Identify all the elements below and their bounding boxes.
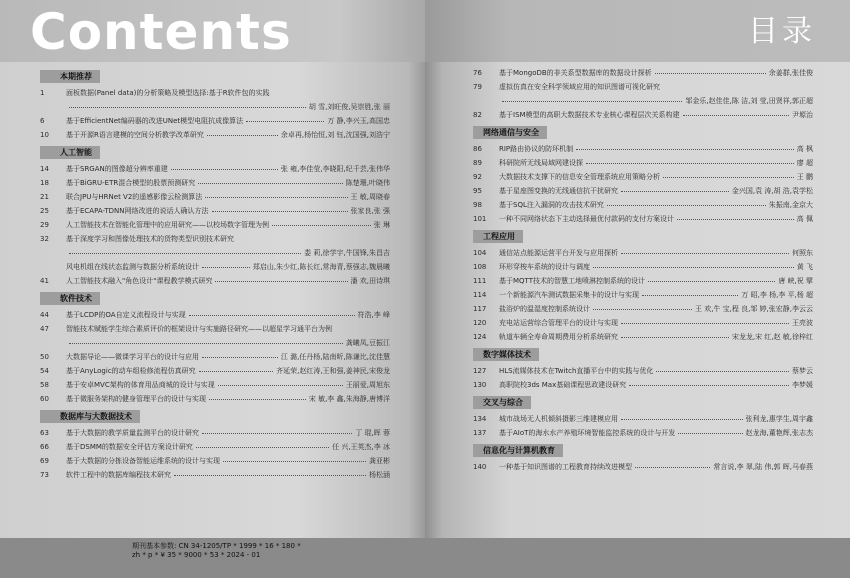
toc-entry[interactable] (473, 80, 813, 94)
page-number: 124 (473, 332, 487, 341)
toc-entry[interactable] (473, 156, 813, 170)
article-title: 大数据技术支撑下的信息安全管理系统应用策略分析 (499, 172, 660, 181)
article-authors: 符浩,李 峰 (357, 310, 390, 319)
page-number: 127 (473, 366, 487, 375)
article-authors: 常言说,李 翠,陆 伟,郭 晖,马春燕 (713, 462, 813, 471)
toc-entry-continuation[interactable] (473, 94, 813, 108)
page-number: 140 (473, 462, 487, 471)
article-authors: 江 潞,任丹杨,陆南昕,陈谦比,沈佳慧 (280, 352, 390, 361)
article-authors: 王 鹏 (796, 172, 813, 181)
page-number: 44 (40, 310, 49, 319)
toc-entry[interactable] (473, 330, 813, 344)
section-label: 本期推荐 (40, 70, 100, 83)
article-authors: 万 静,李兴玉,高国忠 (327, 116, 390, 125)
dot-leader (593, 267, 794, 268)
article-authors: 张 琳 (373, 220, 390, 229)
page-number: 63 (40, 428, 49, 437)
article-title: 盐浴炉的温湿度控制系统设计 (499, 304, 590, 313)
page-number: 14 (40, 164, 49, 173)
toc-entry[interactable] (40, 350, 390, 364)
article-authors: 尹塬治 (792, 110, 813, 119)
page-number: 120 (473, 318, 487, 327)
toc-entry-continuation[interactable] (40, 336, 390, 350)
dot-leader (207, 135, 278, 136)
page-number: 111 (473, 276, 487, 285)
dot-leader (621, 253, 789, 254)
dot-leader (205, 197, 347, 198)
toc-entry[interactable] (473, 460, 813, 474)
article-title: 基于深度学习和图像处理技术的货物类型识别技术研究 (66, 234, 234, 243)
section-label: 人工智能 (40, 146, 100, 159)
article-title: 基于EfficientNet编码器的改进UNet模型电阻抗成像算法 (66, 116, 244, 125)
page-number: 66 (40, 442, 49, 451)
page-number: 58 (40, 380, 49, 389)
article-authors: 任 兴,王英杰,李 冰 (332, 442, 390, 451)
page-number: 54 (40, 366, 49, 375)
toc-entry[interactable] (473, 198, 813, 212)
page-number: 86 (473, 144, 482, 153)
footer-band (0, 538, 850, 578)
toc-entry[interactable] (40, 364, 390, 378)
toc-entry[interactable] (473, 142, 813, 156)
article-authors: 唐 峡,祝 擘 (778, 276, 813, 285)
toc-entry[interactable] (473, 184, 813, 198)
dot-leader (502, 101, 682, 102)
toc-entry[interactable] (40, 128, 390, 142)
page-number: 18 (40, 178, 49, 187)
toc-entry[interactable] (473, 170, 813, 184)
toc-entry[interactable] (473, 212, 813, 226)
article-authors: 余姜群,张佳俊 (768, 68, 813, 77)
page-number: 50 (40, 352, 49, 361)
toc-entry[interactable] (473, 108, 813, 122)
article-title: 一种基于知识图谱的工程教育持续改进模型 (499, 462, 632, 471)
article-authors: 李梦媛 (792, 380, 813, 389)
toc-entry[interactable] (473, 316, 813, 330)
toc-entry[interactable] (40, 322, 390, 336)
article-authors: 何照东 (792, 248, 813, 257)
toc-entry[interactable] (473, 246, 813, 260)
article-authors: 娄 莉,徐学宇,牛国锋,朱昌吉 (304, 248, 390, 257)
dot-leader (621, 419, 743, 420)
section-label: 交叉与综合 (473, 396, 531, 409)
journal-parameters-line2: zh * p * ¥ 35 * 9000 * 53 * 2024 - 01 (132, 551, 261, 559)
right-toc (473, 66, 813, 474)
dot-leader (212, 211, 348, 212)
article-authors: 杨松涵 (369, 470, 390, 479)
dot-leader (69, 343, 343, 344)
article-authors: 赵龙海,董艳辉,张志杰 (745, 428, 813, 437)
article-title: 基于大数据的分拣设备智能运维系统的设计与实现 (66, 456, 220, 465)
page-number: 10 (40, 130, 49, 139)
article-title: 通信站点能源运营平台开发与应用探析 (499, 248, 618, 257)
right-page (425, 0, 850, 578)
toc-entry[interactable] (40, 204, 390, 218)
article-title: 基于MongoDB的非关系型数据库的数据设计探析 (499, 68, 652, 77)
toc-entry[interactable] (473, 288, 813, 302)
article-title: 人工智能技术在智能化管理中的应用研究——以校场数字管理为例 (66, 220, 269, 229)
journal-parameters-line1: 期刊基本参数: CN 34-1205/TP * 1999 * 16 * 180 * (132, 542, 301, 550)
article-authors: 龚曦凤,豆振江 (345, 338, 390, 347)
section-label: 工程应用 (473, 230, 523, 243)
toc-entry[interactable] (40, 218, 390, 232)
dot-leader (648, 281, 775, 282)
dot-leader (642, 295, 738, 296)
dot-leader (272, 225, 371, 226)
toc-entry[interactable] (473, 66, 813, 80)
dot-leader (593, 309, 692, 310)
dot-leader (656, 371, 789, 372)
article-authors: 王亮波 (792, 318, 813, 327)
article-title: 人工智能技术融入"角色设计"课程教学模式研究 (66, 276, 213, 285)
dot-leader (174, 475, 366, 476)
article-title: RIP路由协议的防环机制 (499, 144, 574, 153)
article-title: 基于LCDP的OA自定义流程设计与实现 (66, 310, 186, 319)
article-title: 基于ECAPA-TDNN网络改进的说话人确认方法 (66, 206, 209, 215)
toc-entry[interactable] (40, 176, 390, 190)
article-authors: 龚亚彬 (369, 456, 390, 465)
article-title: HLS流媒体技术在Twitch直播平台中的实践与优化 (499, 366, 654, 375)
article-title: 轨道车辆全寿命周期费用分析系统研究 (499, 332, 618, 341)
section-heading (40, 409, 390, 423)
article-title: 基于SRGAN的图像超分辨率重建 (66, 164, 168, 173)
article-title: 风电机组在线状态监测与数据分析系统设计 (66, 262, 199, 271)
toc-entry[interactable] (473, 260, 813, 274)
article-title: 基于SQL注入漏洞的攻击技术研究 (499, 200, 604, 209)
toc-entry[interactable] (473, 412, 813, 426)
dot-leader (189, 315, 355, 316)
page-number: 79 (473, 82, 482, 91)
toc-entry-continuation[interactable] (40, 100, 390, 114)
article-authors: 黄 飞 (796, 262, 813, 271)
article-authors: 蔡梦云 (792, 366, 813, 375)
article-title: 城市战场无人机倾斜摄影三维建模应用 (499, 414, 618, 423)
article-authors: 丁 琨,晖 蓉 (355, 428, 390, 437)
article-title: 基于安卓MVC架构的体育用品商城的设计与实现 (66, 380, 215, 389)
article-authors: 张家良,张 强 (350, 206, 390, 215)
section-heading (40, 291, 390, 305)
article-authors: 金兴国,袁 涛,胡 浩,袁学松 (731, 186, 813, 195)
toc-entry[interactable] (40, 308, 390, 322)
dot-leader (218, 385, 343, 386)
section-label: 信息化与计算机教育 (473, 444, 563, 457)
article-title: 面板数据(Panel data)的分析策略及模型选择:基于R软件包的实践 (66, 88, 270, 97)
article-authors: 朱振南,金京大 (768, 200, 813, 209)
article-authors: 余卓再,杨怡恒,刘 钰,沈国强,刘浩宁 (280, 130, 390, 139)
article-authors: 万 昭,李 杨,李 平,杨 超 (741, 290, 813, 299)
toc-entry[interactable] (40, 232, 390, 246)
page-number: 47 (40, 324, 49, 333)
dot-leader (586, 163, 794, 164)
dot-leader (635, 467, 710, 468)
section-heading (40, 69, 390, 83)
section-label: 数据库与大数据技术 (40, 410, 140, 423)
page-number: 73 (40, 470, 49, 479)
article-title: 基于DSMM的数据安全评估方案设计研究 (66, 442, 193, 451)
page-number: 92 (473, 172, 482, 181)
toc-entry[interactable] (40, 86, 390, 100)
dot-leader (209, 399, 306, 400)
page-number: 104 (473, 248, 487, 257)
dot-leader (69, 253, 301, 254)
dot-leader (663, 177, 794, 178)
page-number: 41 (40, 276, 49, 285)
page-number: 95 (473, 186, 482, 195)
article-title: 基于微服务架构的健身管理平台的设计与实现 (66, 394, 206, 403)
article-title: 基于MQTT技术的智慧工地喷淋控制系统的设计 (499, 276, 645, 285)
page-number: 60 (40, 394, 49, 403)
page-number: 98 (473, 200, 482, 209)
page-number: 32 (40, 234, 49, 243)
page-number: 89 (473, 158, 482, 167)
dot-leader (223, 461, 366, 462)
page-number: 21 (40, 192, 49, 201)
journal-parameters (132, 542, 301, 560)
dot-leader (677, 219, 794, 220)
article-title: 软件工程中的数据库编程技术研究 (66, 470, 171, 479)
article-authors: 张利龙,惠学生,周宇鑫 (745, 414, 813, 423)
article-title: 科研院所无线局域网建设探 (499, 158, 583, 167)
article-authors: 邹金乐,赵佳佳,陈 洁,刘 莹,田贤祥,郭正超 (685, 96, 813, 105)
page-number: 134 (473, 414, 487, 423)
toc-entry[interactable] (473, 426, 813, 440)
toc-entry[interactable] (40, 440, 390, 454)
toc-entry[interactable] (40, 260, 390, 274)
article-title: 联合JPU与HRNet V2的遥感影像云检测算法 (66, 192, 203, 201)
article-authors: 王 敏,周晓春 (350, 192, 390, 201)
dot-leader (202, 433, 352, 434)
section-label: 软件技术 (40, 292, 100, 305)
section-label: 网络通信与安全 (473, 126, 547, 139)
page-number: 6 (40, 116, 45, 125)
dot-leader (202, 357, 278, 358)
page-number: 108 (473, 262, 487, 271)
toc-entry[interactable] (40, 162, 390, 176)
dot-leader (621, 191, 729, 192)
page-number: 130 (473, 380, 487, 389)
section-heading (40, 145, 390, 159)
article-title: 基于星座图变换的无线通信抗干扰研究 (499, 186, 618, 195)
article-authors: 王 欢,牛 宝,程 良,邹 婷,张宏静,李云云 (694, 304, 813, 313)
dot-leader (683, 115, 789, 116)
dot-leader (576, 149, 794, 150)
article-authors: 廖 超 (796, 158, 813, 167)
toc-entry[interactable] (473, 378, 813, 392)
page-number: 82 (473, 110, 482, 119)
article-authors: 高 枫 (796, 144, 813, 153)
dot-leader (198, 183, 343, 184)
dot-leader (196, 447, 329, 448)
article-authors: 郑启山,朱少红,陈长红,常海青,蔡强志,魏晨曦 (252, 262, 390, 271)
toc-entry-continuation[interactable] (40, 246, 390, 260)
section-heading (473, 347, 813, 361)
section-heading (473, 395, 813, 409)
toc-entry[interactable] (40, 426, 390, 440)
toc-entry[interactable] (40, 114, 390, 128)
toc-entry[interactable] (473, 274, 813, 288)
page-number: 25 (40, 206, 49, 215)
toc-entry[interactable] (473, 302, 813, 316)
dot-leader (215, 281, 347, 282)
article-title: 基于AIoT的海水水产养殖环境智能监控系统的设计与开发 (499, 428, 676, 437)
article-authors: 齐延荣,赵红涛,王和强,姜神民,宋俊龙 (276, 366, 390, 375)
article-title: 一个新能源汽车测试数据采集卡的设计与实现 (499, 290, 639, 299)
article-authors: 宋龙龙,宋 红,赵 敏,徐梓红 (731, 332, 813, 341)
section-heading (473, 125, 813, 139)
article-title: 一种不同网络状态下主动选择最优付款码的支付方案设计 (499, 214, 674, 223)
dot-leader (621, 337, 729, 338)
article-title: 基于BiGRU-ETR混合模型的股票预测研究 (66, 178, 196, 187)
toc-entry[interactable] (40, 274, 390, 288)
page-number: 114 (473, 290, 487, 299)
dot-leader (655, 73, 766, 74)
article-title: 基于大数据的教学质量监测平台的设计研究 (66, 428, 199, 437)
dot-leader (171, 169, 278, 170)
article-title: 虚拟仿真在安全科学领域应用的知识图谱可视化研究 (499, 82, 660, 91)
page-number: 137 (473, 428, 487, 437)
page-number: 29 (40, 220, 49, 229)
page-number: 117 (473, 304, 487, 313)
dot-leader (199, 371, 273, 372)
page-number: 76 (473, 68, 482, 77)
dot-leader (246, 121, 324, 122)
dot-leader (69, 107, 306, 108)
article-title: 环形穿梭车系统的设计与调度 (499, 262, 590, 271)
page-number: 1 (40, 88, 45, 97)
article-authors: 宋 敏,李 鑫,朱海静,唐博洋 (308, 394, 390, 403)
article-title: 基于ISM模型的高职大数据技术专业核心课程层次关系构建 (499, 110, 680, 119)
article-title: 大数据导论——微课学习平台的设计与应用 (66, 352, 199, 361)
toc-entry[interactable] (40, 392, 390, 406)
article-title: 基于开源R语言建模的空间分析教学改革研究 (66, 130, 204, 139)
toc-entry[interactable] (40, 190, 390, 204)
toc-entry[interactable] (40, 468, 390, 482)
left-toc (40, 66, 390, 482)
page-number: 101 (473, 214, 487, 223)
mulu-heading: 目录 (748, 14, 816, 49)
article-title: 充电站运营综合管理平台的设计与实现 (499, 318, 618, 327)
article-authors: 陈楚珊,叶晓伟 (345, 178, 390, 187)
article-authors: 张 雍,李佳莹,李晓阳,纪千芸,张伟华 (280, 164, 390, 173)
dot-leader (621, 323, 789, 324)
toc-entry[interactable] (473, 364, 813, 378)
article-title: 高职院校3ds Max基础课程思政建设研究 (499, 380, 627, 389)
toc-entry[interactable] (40, 378, 390, 392)
article-title: 智能技术赋能学生综合素质评价的框架设计与实施路径研究——以超星学习通平台为例 (66, 324, 332, 333)
dot-leader (629, 385, 789, 386)
dot-leader (607, 205, 766, 206)
contents-heading: Contents (30, 3, 292, 61)
section-heading (473, 443, 813, 457)
dot-leader (678, 433, 742, 434)
toc-entry[interactable] (40, 454, 390, 468)
section-label: 数字媒体技术 (473, 348, 539, 361)
page-number: 69 (40, 456, 49, 465)
section-heading (473, 229, 813, 243)
dot-leader (202, 267, 250, 268)
article-authors: 王丽爱,周旭东 (345, 380, 390, 389)
article-authors: 胡 雪,刘旺俊,吴崇胜,张 丽 (308, 102, 390, 111)
article-authors: 高 佩 (796, 214, 813, 223)
article-authors: 潘 欢,田诗琪 (350, 276, 390, 285)
article-title: 基于AnyLogic的动车组检修流程仿真研究 (66, 366, 196, 375)
